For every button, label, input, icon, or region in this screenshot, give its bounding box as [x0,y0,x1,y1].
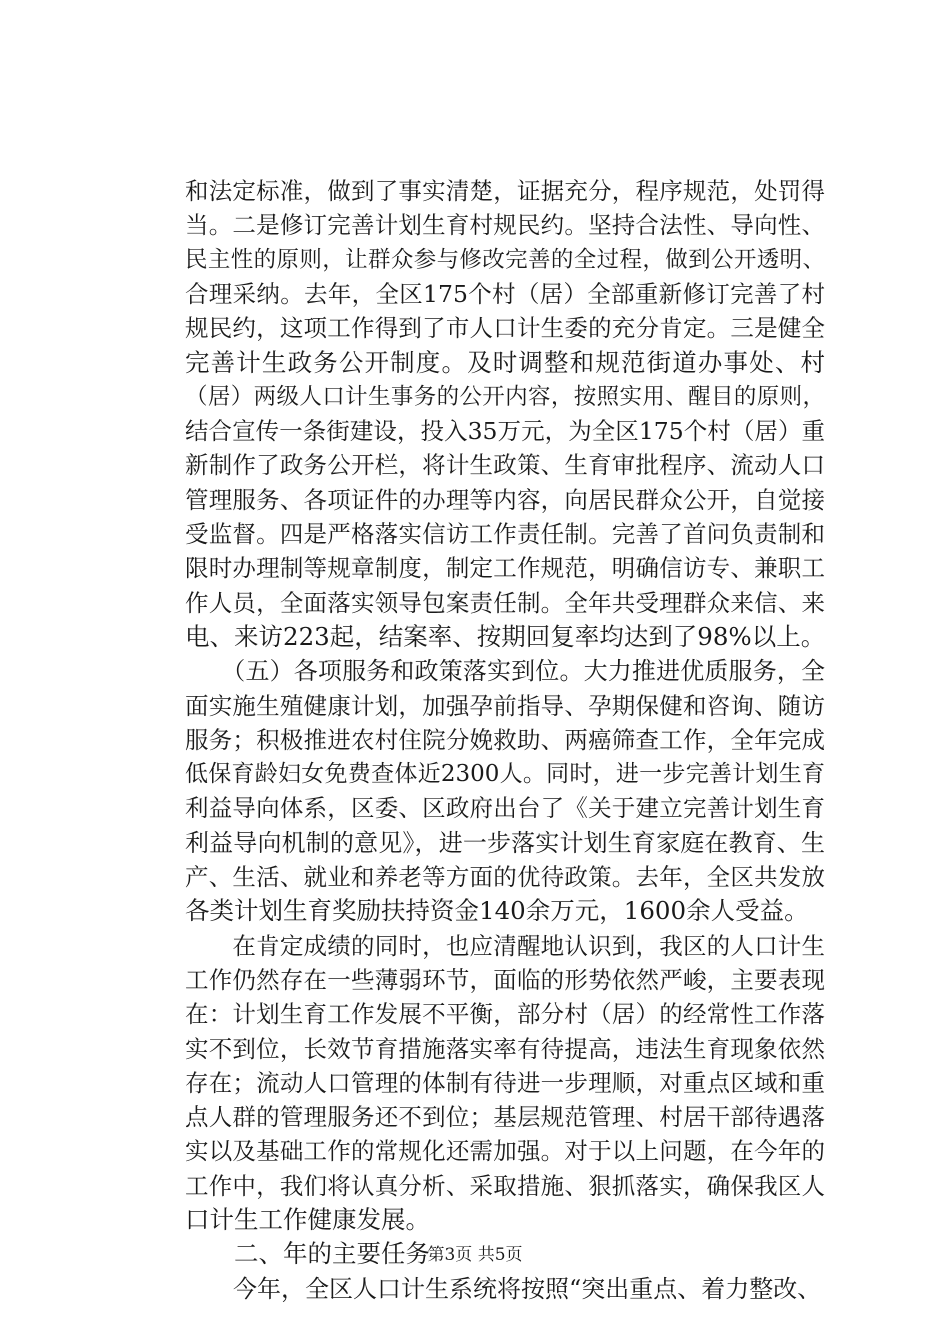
text-line: 工作中，我们将认真分析、采取措施、狠抓落实，确保我区人 [185,1171,825,1200]
text-line: 和法定标准，做到了事实清楚，证据充分，程序规范，处罚得 [185,177,825,205]
text-line: 在：计划生育工作发展不平衡，部分村（居）的经常性工作落 [185,1000,825,1029]
text-line: 产、生活、就业和养老等方面的优待政策。去年，全区共发放 [185,863,825,891]
text-line: 新制作了政务公开栏，将计生政策、生育审批程序、流动人口 [185,451,825,480]
text-line: 口计生工作健康发展。 [185,1205,430,1234]
text-line: 在肯定成绩的同时，也应清醒地认识到，我区的人口计生 [185,931,825,960]
text-line: 各类计划生育奖励扶持资金140余万元，1600余人受益。 [185,896,809,926]
text-line: 今年，全区人口计生系统将按照“突出重点、着力整改、 [185,1274,822,1303]
text-line: 限时办理制等规章制度，制定工作规范，明确信访专、兼职工 [185,554,825,583]
text-line: 存在；流动人口管理的体制有待进一步理顺，对重点区域和重 [185,1068,825,1097]
text-line: （居）两级人口计生事务的公开内容，按照实用、醒目的原则， [185,383,825,410]
text-line: （五）各项服务和政策落实到位。大力推进优质服务，全 [185,657,825,686]
page-footer: 第3页 共5页 [427,1245,523,1265]
text-line: 合理采纳。去年，全区175个村（居）全部重新修订完善了村 [185,279,825,308]
text-line: 二、年的主要任务 [185,1239,430,1269]
text-line: 规民约，这项工作得到了市人口计生委的充分肯定。三是健全 [185,314,825,343]
text-line: 结合宣传一条街建设，投入35万元，为全区175个村（居）重 [185,417,825,446]
text-line: 受监督。四是严格落实信访工作责任制。完善了首问负责制和 [185,520,825,548]
text-line: 完善计生政务公开制度。及时调整和规范街道办事处、村 [185,347,825,377]
text-line: 管理服务、各项证件的办理等内容，向居民群众公开，自觉接 [185,485,825,514]
text-line: 作人员，全面落实领导包案责任制。全年共受理群众来信、来 [185,588,825,617]
text-line: 利益导向体系，区委、区政府出台了《关于建立完善计划生育 [185,794,825,823]
text-line: 低保育龄妇女免费查体近2300人。同时，进一步完善计划生育 [185,761,825,788]
text-line: 实以及基础工作的常规化还需加强。对于以上问题，在今年的 [185,1137,825,1166]
text-line: 当。二是修订完善计划生育村规民约。坚持合法性、导向性、 [185,211,825,240]
text-line: 点人群的管理服务还不到位；基层规范管理、村居干部待遇落 [185,1103,825,1132]
text-line: 电、来访223起，结案率、按期回复率均达到了98%以上。 [185,621,826,651]
text-line: 民主性的原则，让群众参与修改完善的全过程，做到公开透明、 [185,246,825,273]
text-line: 工作仍然存在一些薄弱环节，面临的形势依然严峻，主要表现 [185,965,825,994]
text-line: 利益导向机制的意见》，进一步落实计划生育家庭在教育、生 [185,828,825,857]
text-line: 面实施生殖健康计划，加强孕前指导、孕期保健和咨询、随访 [185,691,825,720]
text-line: 实不到位，长效节育措施落实率有待提高，违法生育现象依然 [185,1034,825,1063]
text-line: 服务；积极推进农村住院分娩救助、两癌筛查工作，全年完成 [185,725,825,754]
